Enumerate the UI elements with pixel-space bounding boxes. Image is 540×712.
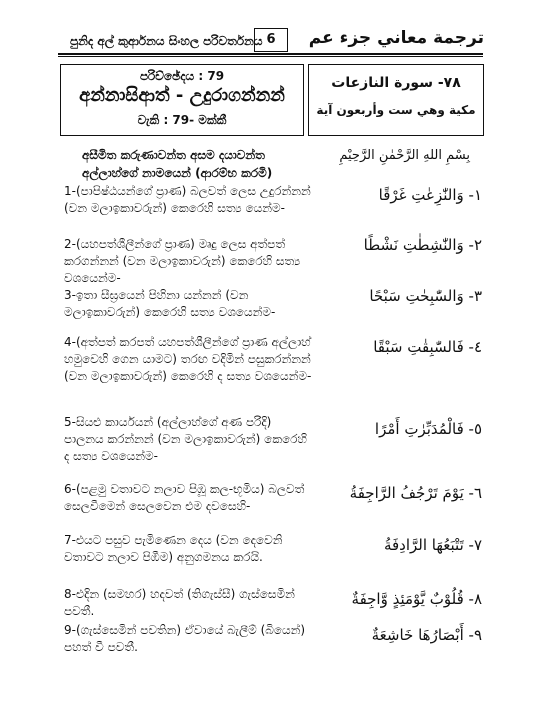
verse-translation-8: 8-එදින (සමහර) හදවත් (තිගැස්සී) ගැස්සෙමින් පවතී. <box>64 587 295 618</box>
surah-title: ٧٨- سورة النازعات <box>331 75 461 91</box>
verse-arabic-8: ٨- قُلُوْبٌ يَّوْمَئِذٍ وَّاجِفَةٌ <box>351 590 482 608</box>
verse-translation-5: 5-සියළු කාර්යයන් (අල්ලාහ්ගේ අණ පරිදි) පාලනය කරන්නන් (වන මලාඉකාවරුන්) කෙරෙහි ද සත්‍ය වශයෙන්ම- <box>64 415 307 463</box>
intro-basmala-translation: අසීමිත කරුණාවන්ත අසම දයාවන්ත අල්ලාහ්ගේ නාමයෙන් (ආරම්භ කරමි) <box>82 148 273 180</box>
verse-arabic-4: ٤- فَالسّٰبِقٰتِ سَبْقًا <box>373 338 482 356</box>
surah-subtitle: مكية وهي ست وأربعون آية <box>316 103 476 117</box>
header-rule-thin <box>58 56 483 57</box>
verse-translation-3: 3-ඉතා සීඝ්‍රයෙන් පිහිනා යන්නන් (වන මලාඉකාවරුන්) කෙරෙහි සත්‍ය වශයෙන්ම- <box>64 288 276 319</box>
verse-arabic-7: ٧- تَتْبَعُهَا الرَّادِفَةُ <box>383 536 482 554</box>
arabic-book-title: ترجمة معاني جزء عم <box>308 28 484 48</box>
bismillah: بِسْمِ اللهِ الرَّحْمٰنِ الرَّحِيْمِ <box>339 148 470 163</box>
verse-translation-1: 1-(පාපිෂ්ඨයන්ගේ ප්‍රාණ) බලවත් ලෙස උදුරන්නන් (වන මලාඉකාවරුන්) කෙරෙහි සත්‍ය යෙන්ම- <box>64 184 311 215</box>
verse-translation-4: 4-(අත්පත් කරපත් යහපත්ශීලීන්ගේ ප්‍රාණ අල්ලාහ් හමුවෙහි ගෙන යාමට) තරඟ වදිමින් පසුකරන්නන් (වන මලාඉකාවරුන්) කෙරෙහි ද සත්‍ය වශයෙන්ම- <box>64 335 312 383</box>
verse-arabic-5: ٥- فَالْمُدَبِّرٰتِ أَمْرًا <box>374 420 482 438</box>
book-title: පුනිද අල් කුර්ආනය සිංහල පරිවර්තනය <box>70 34 263 48</box>
verse-arabic-2: ٢- وَالنّٰشِطٰتِ نَشْطًا <box>363 236 482 254</box>
surah-info-box <box>308 64 484 136</box>
verse-translation-2: 2-(යහපත්ශීලීන්ගේ ප්‍රාණ) මෘදු ලෙස අත්පත් කරගන්නන් (වන මලාඉකාවරුන්) කෙරෙහි සත්‍ය වශයෙන්ම- <box>64 237 301 285</box>
verse-translation-7: 7-එයට පසුව පැමිණෙන දෙය (වන දෙවෙනි වතාවට නලාව පිඹීම) අනුගමනය කරයි. <box>64 533 283 564</box>
chapter-verses: වැකි : 79- මක්කී <box>137 113 227 127</box>
verse-arabic-6: ٦- يَوْمَ تَرْجُفُ الرَّاجِفَةُ <box>349 484 482 502</box>
page-number: 6 <box>254 28 288 52</box>
chapter-number: පරිච්ඡේදය : 79 <box>139 69 225 83</box>
verse-arabic-9: ٩- أَبْصَارُهَا خَاشِعَةٌ <box>371 626 482 644</box>
chapter-info-box <box>60 64 304 136</box>
verse-translation-9: 9-(ගැස්සෙමින් පවතින) ඒවායේ බැලීම් (බියෙන්) පහත් වී පවතී. <box>64 623 306 654</box>
header-rule <box>58 53 483 55</box>
chapter-name: අන්නාසිආත් - උදුරාගන්නන් <box>79 85 285 106</box>
verse-arabic-1: ١- وَالنّٰزِعٰتِ غَرْقًا <box>378 186 482 204</box>
verse-arabic-3: ٣- وَالسّٰبِحٰتِ سَبْحًا <box>369 287 482 305</box>
verse-translation-6: 6-(පළමු වතාවට නලාව පිඹූ කල-භූමිය) බලවත් සෙලවීමෙන් සෙලවෙන එම දවසෙහි- <box>64 482 305 513</box>
